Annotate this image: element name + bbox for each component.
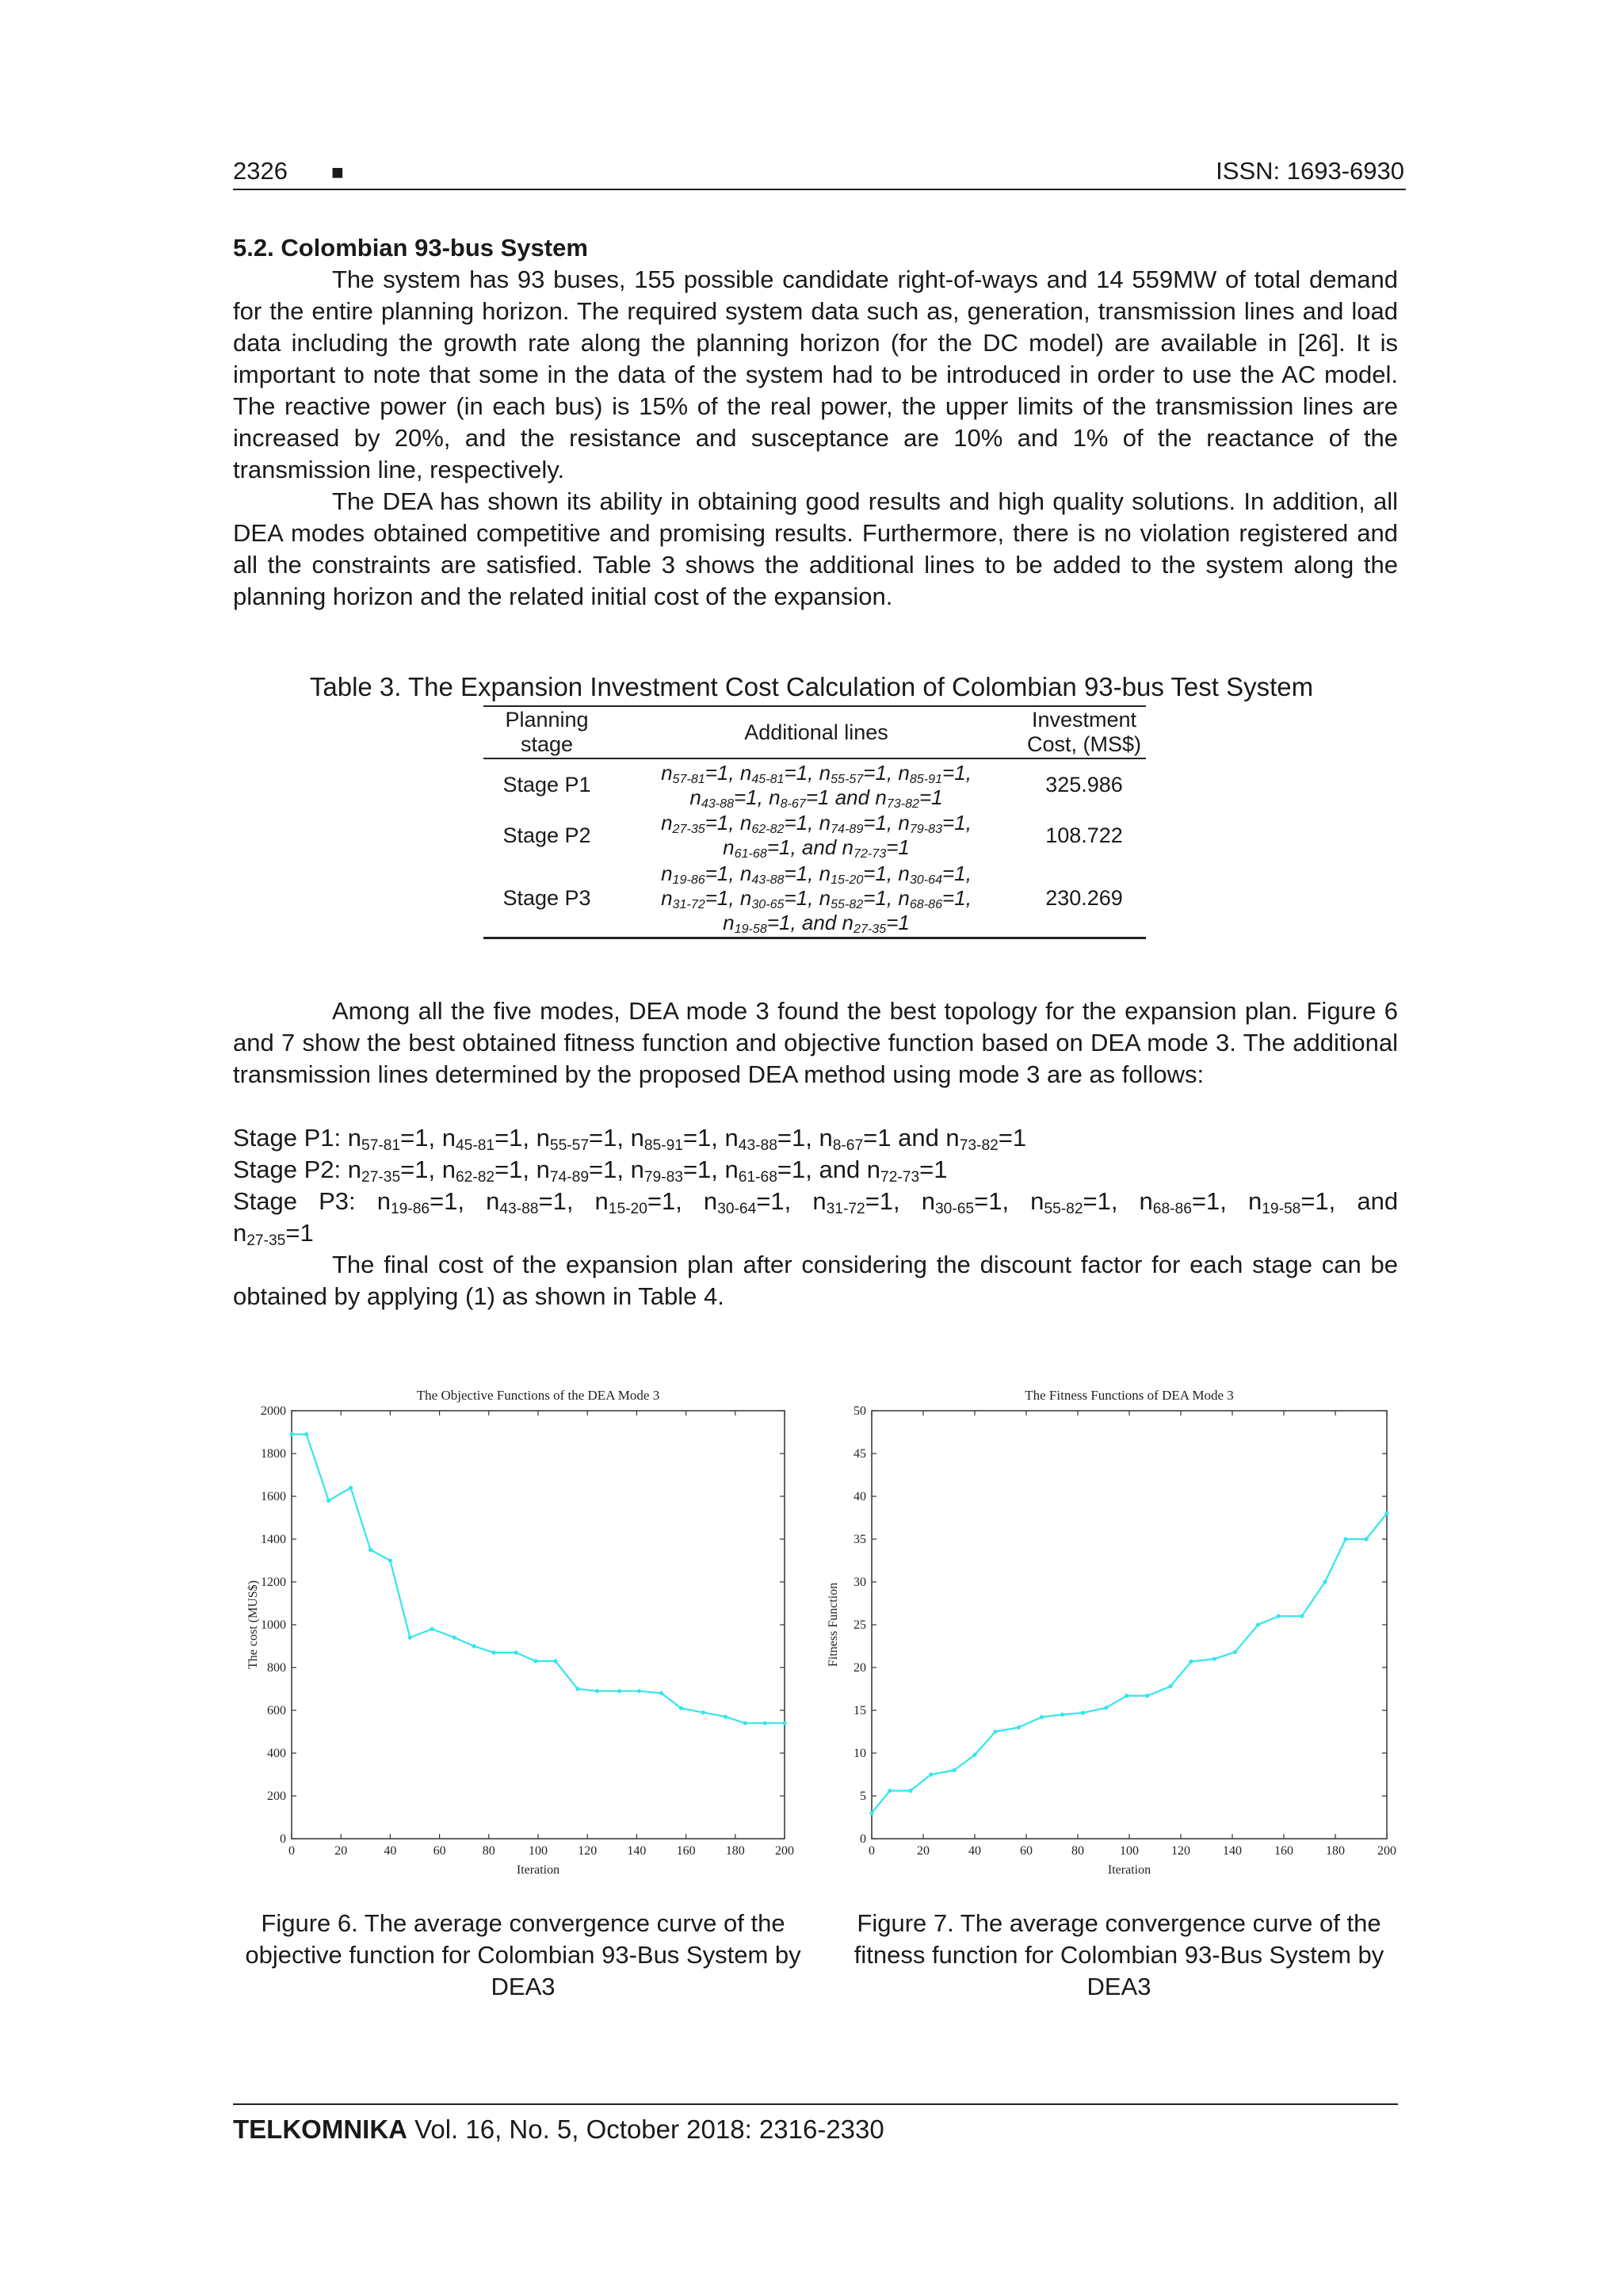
y-tick-label: 30 [854,1576,866,1589]
data-point [349,1486,353,1490]
data-point [1233,1650,1237,1654]
chart-title: The Fitness Functions of DEA Mode 3 [1025,1388,1234,1403]
results-paragraph [233,995,1398,1091]
issn: ISSN: 1693-6930 [1216,157,1404,185]
header-lines: Additional lines [744,720,888,744]
x-tick-label: 0 [869,1844,875,1858]
final-cost-paragraph [233,1249,1398,1312]
table-row [483,860,1146,938]
data-point [763,1721,767,1725]
data-point [679,1706,683,1710]
y-tick-label: 0 [860,1832,866,1846]
data-point [637,1689,641,1693]
page-number: 2326 [233,157,288,185]
data-point [1017,1725,1021,1729]
series-line [292,1435,785,1724]
figure-7-caption: Figure 7. The average convergence curve of the fitness function for Colombian 93-Bus System by DEA3 [854,1909,1384,2000]
data-point [1256,1622,1260,1626]
y-tick-label: 1000 [261,1618,286,1632]
x-tick-label: 120 [578,1844,598,1858]
data-point [1300,1614,1304,1618]
y-tick-label: 20 [854,1661,866,1675]
y-tick-label: 200 [267,1790,286,1803]
row-lines: $n_{27-35}=1$, $n_{62-82}=1$, $n_{74-89}=1$, $n_{79-83}=1$, $n_{61-68}=1$, and $n_{72-73}=1$ [661,811,972,861]
x-tick-label: 120 [1171,1844,1190,1858]
stage-p1-lines: Stage P1: $n_{57-81}=1$, $n_{45-81}=1$, $n_{55-57}=1$, $n_{85-91}=1$, $n_{43-88}=1$, $n_{8-67}=1$ and $n_{73-82}=1$ [233,1124,1027,1154]
plot-frame [292,1411,785,1839]
row-stage: Stage P3 [502,885,591,910]
x-tick-label: 40 [384,1844,397,1858]
paragraph-2: The DEA has shown its ability in obtaining good results and high quality solutions. In addition, all DEA modes obtained competitive and promising results. Furthermore, there is no violation registered and all the constraints are satisfied. Table 3 shows the additional lines to be added to the system along the planning horizon and the related initial cost of the expansion. [233,487,1398,610]
data-point [408,1636,412,1640]
x-tick-label: 60 [1020,1844,1033,1858]
x-tick-label: 200 [1377,1844,1396,1858]
data-point [724,1715,727,1719]
data-point [701,1710,705,1714]
data-point [327,1499,330,1503]
row-lines: $n_{57-81}=1$, $n_{45-81}=1$, $n_{55-57}=1$, $n_{85-91}=1$, $n_{43-88}=1$, $n_{8-67}=1$ and $n_{73-82}=1$ [661,760,972,811]
x-tick-label: 140 [1223,1844,1242,1858]
data-point [869,1811,873,1815]
data-point [1384,1511,1388,1515]
data-point [1145,1694,1149,1698]
figure-6-chart [230,1371,800,1894]
x-tick-label: 80 [482,1844,495,1858]
header-cost: Investment Cost, (MS$) [1026,708,1142,756]
data-point [1125,1694,1128,1698]
x-tick-label: 140 [627,1844,647,1858]
journal-details: Vol. 16, No. 5, October 2018: 2316-2330 [414,2115,884,2144]
data-point [491,1651,495,1655]
y-tick-label: 1400 [261,1533,286,1546]
data-point [514,1651,517,1655]
y-tick-label: 5 [860,1790,866,1803]
x-tick-label: 20 [334,1844,348,1858]
stage-p3-lines: Stage P3: $n_{19-86}=1$, $n_{43-88}=1$, $n_{15-20}=1$, $n_{30-64}=1$, $n_{31-72}=1$, $n_{30-65}=1$, $n_{55-82}=1$, $n_{68-86}=1$, $n_{19-58}=1$, and [233,1187,1399,1217]
figure-7-chart [824,1371,1411,1894]
stage-p3-lines-cont: $n_{27-35}=1$ [233,1219,314,1249]
data-point [617,1689,621,1693]
paragraph-4: The final cost of the expansion plan after considering the discount factor for each stage can be obtained by applying (1) as shown in Table 4. [233,1251,1398,1310]
data-point [1277,1614,1281,1618]
y-tick-label: 0 [280,1832,286,1846]
row-lines: $n_{19-86}=1$, $n_{43-88}=1$, $n_{15-20}=1$, $n_{30-64}=1$, $n_{31-72}=1$, $n_{30-65}=1$, $n_{55-82}=1$, $n_{68-86}=1$, $n_{19-58}=1$, and $n_{27-35}=1$ [661,861,972,936]
stage-list [233,1122,1398,1249]
series-line [872,1514,1387,1813]
x-axis-label: Iteration [1107,1863,1151,1877]
y-tick-label: 1200 [261,1576,286,1589]
header-marker: ■ [331,160,344,184]
data-point [1168,1684,1172,1688]
y-tick-label: 800 [267,1661,286,1675]
x-axis-label: Iteration [516,1863,560,1877]
data-point [1060,1713,1064,1717]
stage-p2-lines: Stage P2: $n_{27-35}=1$, $n_{62-82}=1$, $n_{74-89}=1$, $n_{79-83}=1$, $n_{61-68}=1$, and $n_{72-73}=1$ [233,1156,948,1186]
x-tick-label: 180 [725,1844,745,1858]
y-tick-label: 400 [267,1747,286,1760]
x-tick-label: 160 [1274,1844,1293,1858]
section-body [233,232,1398,613]
data-point [952,1768,956,1772]
data-point [430,1627,434,1631]
y-tick-label: 45 [854,1447,866,1461]
data-point [993,1729,997,1733]
section-title: 5.2. Colombian 93-bus System [233,234,588,262]
data-point [369,1548,372,1552]
footer-rule [233,2103,1398,2105]
row-stage: Stage P2 [502,823,591,847]
x-tick-label: 0 [288,1844,295,1858]
data-point [1104,1706,1108,1710]
figure-6-caption: Figure 6. The average convergence curve of the objective function for Colombian 93-Bus System by DEA3 [245,1909,801,2000]
x-tick-label: 100 [529,1844,548,1858]
plot-frame [872,1411,1387,1839]
y-tick-label: 10 [854,1747,866,1760]
y-tick-label: 2000 [261,1404,286,1418]
data-point [1343,1537,1347,1541]
table3 [483,705,1146,939]
data-point [553,1659,557,1663]
x-tick-label: 60 [433,1844,446,1858]
header-rule [233,189,1406,190]
data-point [972,1753,976,1757]
data-point [533,1659,537,1663]
x-tick-label: 20 [917,1844,930,1858]
y-axis-label: The cost (MUS$) [246,1580,260,1669]
y-tick-label: 50 [854,1404,866,1418]
x-tick-label: 160 [676,1844,696,1858]
header-stage: Planning stage [505,708,589,756]
y-tick-label: 40 [854,1490,866,1503]
y-tick-label: 15 [854,1704,866,1717]
journal-name: TELKOMNIKA [233,2115,407,2144]
data-point [1081,1711,1085,1715]
row-cost: 230.269 [1045,885,1123,910]
row-cost: 108.722 [1045,823,1123,847]
data-point [1040,1715,1044,1719]
table-row [483,811,1146,860]
table3-caption: Table 3. The Expansion Investment Cost Calculation of Colombian 93-bus Test System [309,672,1314,701]
y-axis-label: Fitness Function [827,1582,840,1668]
row-cost: 325.986 [1045,773,1123,797]
x-tick-label: 80 [1071,1844,1084,1858]
data-point [929,1772,933,1776]
table-row [483,758,1146,811]
data-point [659,1691,663,1695]
chart-title: The Objective Functions of the DEA Mode 3 [416,1388,660,1403]
data-point [743,1721,747,1725]
y-tick-label: 1800 [261,1447,286,1461]
data-point [1323,1580,1327,1584]
row-stage: Stage P1 [502,773,591,797]
data-point [1364,1537,1368,1541]
y-tick-label: 1600 [261,1490,286,1503]
paragraph-1: The system has 93 buses, 155 possible candidate right-of-ways and 14 559MW of total demand for the entire planning horizon. The required system data such as, generation, transmission lines and load data including the growth rate along the planning horizon (for the DC model) are available in [26]. It is important to note that some in the data of the system had to be introduced in order to use the AC model. The reactive power (in each bus) is 15% of the real power, the upper limits of the transmission lines are increased by 20%, and the resistance and susceptance are 10% and 1% of the reactance of the transmission line, respectively. [233,266,1398,483]
paragraph-3: Among all the five modes, DEA mode 3 found the best topology for the expansion plan. Figure 6 and 7 show the best obtained fitness function and objective function based on DEA mode 3. The additional transmission lines determined by the proposed DEA method using mode 3 are as follows: [233,997,1398,1088]
data-point [908,1789,912,1793]
x-tick-label: 100 [1120,1844,1139,1858]
x-tick-label: 40 [968,1844,981,1858]
data-point [1189,1660,1193,1664]
data-point [595,1689,599,1693]
y-tick-label: 600 [267,1704,286,1717]
data-point [289,1432,293,1436]
data-point [304,1432,308,1436]
data-point [472,1644,476,1648]
data-point [888,1789,892,1793]
y-tick-label: 25 [854,1618,866,1632]
data-point [782,1721,786,1725]
x-tick-label: 200 [775,1844,794,1858]
data-point [575,1687,579,1690]
footer [233,2115,884,2145]
x-tick-label: 180 [1326,1844,1345,1858]
y-tick-label: 35 [854,1533,866,1546]
data-point [388,1558,392,1562]
data-point [1212,1657,1216,1661]
data-point [453,1636,456,1640]
